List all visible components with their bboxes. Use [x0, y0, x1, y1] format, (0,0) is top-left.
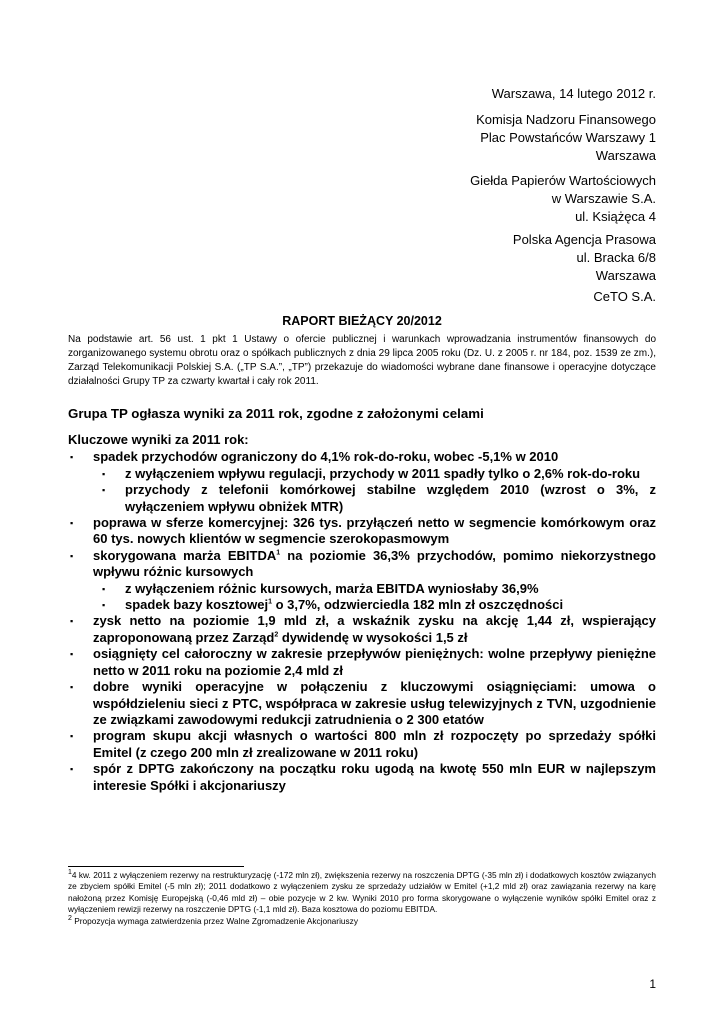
- list-item: [68, 482, 656, 515]
- footnote-mark: 2: [68, 914, 72, 922]
- footnote-divider: [68, 866, 244, 867]
- footnote-ref: 1: [268, 598, 272, 606]
- recipient-line: Warszawa: [595, 148, 656, 163]
- footnote-2: [68, 916, 656, 927]
- bullet-marker: ▪: [102, 485, 106, 496]
- bullet-marker: ▪: [70, 649, 74, 660]
- list-item: [68, 679, 656, 728]
- list-item-text: o 3,7%, odzwierciedla 182 mln zł oszczędności: [271, 597, 564, 613]
- list-item-text: zysk netto na poziomie 1,9 mld zł, a wskaźnik zysku na akcję 1,44 zł, wspierający zaproponowaną przez Zarząd: [93, 613, 656, 645]
- recipient-line: Giełda Papierów Wartościowych: [470, 173, 656, 188]
- footnote-mark: 1: [68, 869, 72, 877]
- list-item-text: skorygowana marża EBITDA: [93, 547, 277, 563]
- footnotes: [68, 870, 656, 927]
- footnote-ref: 2: [274, 631, 279, 639]
- list-item-text: spadek bazy kosztowej: [125, 597, 269, 613]
- intro-paragraph: Na podstawie art. 56 ust. 1 pkt 1 Ustawy o ofercie publicznej i warunkach wprowadzania instrumentów finansowych do zorganizowanego systemu obrotu oraz o spółkach publicznych z dnia 29 lipca 2005 roku (Dz. U. z 2005 r. nr 184, poz. 1539 ze zm.), Zarząd Telekomunikacji Polskiej S.A. („TP S.A.”, „TP”) przekazuje do wiadomości wybrane dane finansowe i operacyjne dotyczące działalności Grupy TP za czwarty kwartał i cały rok 2011.: [68, 334, 656, 387]
- list-item: [68, 581, 656, 597]
- list-item-text: przychody z telefonii komórkowej stabilne względem 2010 (wzrost o 3%, z wyłączeniem wpływu obniżek MTR): [125, 482, 656, 514]
- bullet-marker: ▪: [70, 452, 74, 463]
- recipient-knf: [336, 111, 656, 165]
- page-number: 1: [649, 977, 656, 991]
- footnote-1: [68, 870, 656, 916]
- bullet-marker: ▪: [70, 731, 74, 742]
- headline: Grupa TP ogłasza wyniki za 2011 rok, zgodne z założonymi celami: [68, 406, 484, 421]
- list-item: [68, 449, 656, 465]
- bullet-marker: ▪: [102, 600, 106, 611]
- recipient-pap: [336, 231, 656, 285]
- bullet-marker: ▪: [102, 583, 106, 594]
- list-item: [68, 548, 656, 581]
- report-title: RAPORT BIEŻĄCY 20/2012: [282, 314, 442, 328]
- bullet-marker: ▪: [70, 518, 74, 529]
- list-item-text: na poziomie 36,3% przychodów, pomimo niekorzystnego wpływu różnic kursowych: [93, 547, 656, 580]
- date-line: [336, 85, 656, 103]
- recipient-line: ul. Książęca 4: [575, 209, 656, 224]
- list-item: [68, 728, 656, 761]
- results-heading: Kluczowe wyniki za 2011 rok:: [68, 432, 249, 447]
- footnote-ref: 1: [276, 549, 281, 557]
- footnote-text: Propozycja wymaga zatwierdzenia przez Walne Zgromadzenie Akcjonariuszy: [71, 915, 358, 926]
- recipient-line: Polska Agencja Prasowa: [512, 232, 656, 247]
- list-item-text: z wyłączeniem wpływu regulacji, przychody w 2011 spadły tylko o 2,6% rok-do-roku: [125, 465, 641, 481]
- bullet-marker: ▪: [70, 550, 74, 561]
- bullet-marker: ▪: [70, 616, 74, 627]
- list-item-text: program skupu akcji własnych o wartości 800 mln zł rozpoczęty po sprzedaży spółki Emitel (z czego 200 mln zł zrealizowane w 2011 roku): [93, 728, 656, 760]
- bullet-marker: ▪: [102, 468, 106, 479]
- bullet-marker: ▪: [70, 682, 74, 693]
- list-item-text: osiągnięty cel całoroczny w zakresie przepływów pieniężnych: wolne przepływy pieniężne netto w 2011 roku na poziomie 2,4 mld zł: [93, 646, 656, 678]
- key-results: [68, 432, 656, 794]
- list-item: [68, 466, 656, 482]
- list-item: [68, 613, 656, 646]
- recipient-line: w Warszawie S.A.: [551, 191, 656, 206]
- recipient-line: Plac Powstańców Warszawy 1: [480, 130, 656, 145]
- bullet-marker: ▪: [70, 764, 74, 775]
- recipient-line: CeTO S.A.: [593, 289, 656, 304]
- list-item-text: spadek przychodów ograniczony do 4,1% rok-do-roku, wobec -5,1% w 2010: [93, 449, 559, 465]
- recipient-gpw: [336, 172, 656, 226]
- list-item-text: poprawa w sferze komercyjnej: 326 tys. przyłączeń netto w segmencie komórkowym oraz 60 tys. nowych klientów w segmencie szerokopasmowym: [93, 515, 656, 547]
- recipient-line: Komisja Nadzoru Finansowego: [476, 112, 656, 127]
- list-item: [68, 761, 656, 794]
- list-item-text: z wyłączeniem różnic kursowych, marża EBITDA wyniosłaby 36,9%: [125, 580, 539, 596]
- date-text: Warszawa, 14 lutego 2012 r.: [491, 86, 656, 101]
- recipient-line: ul. Bracka 6/8: [576, 250, 656, 265]
- recipient-line: Warszawa: [595, 268, 656, 283]
- footnote-text: 4 kw. 2011 z wyłączeniem rezerwy na restrukturyzację (-172 mln zł), zwiększenia rezerwy na roszczenia DPTG (-35 mln zł) i dodatkowych kosztów związanych ze zbyciem spółki Emitel (-5 mln zł); 2011 dodatkowo z wyłączeniem zysku ze sprzedaży udziałów w Emitel (+1,2 mld zł) oraz zawiązania rezerwy na karę nałożoną przez Komisję Europejską (-0,46 mld zł) – obie pozycje w 2 kw. Wyniki 2010 pro forma skorygowane o wyłączenie wyników spółki Emitel oraz z wyłączeniem rewizji rezerwy na roszczenie DPTG (-1,1 mld zł). Baza kosztowa do poziomu EBITDA.: [68, 870, 656, 915]
- list-item-text: dywidendę w wysokości 1,5 zł: [278, 629, 468, 645]
- recipient-ceto: [336, 288, 656, 306]
- list-item-text: spór z DPTG zakończony na początku roku ugodą na kwotę 550 mln EUR w najlepszym interesie Spółki i akcjonariuszy: [93, 761, 656, 793]
- list-item: [68, 646, 656, 679]
- list-item-text: dobre wyniki operacyjne w połączeniu z kluczowymi osiągnięciami: umowa o współdzieleniu sieci z PTC, współpraca w zakresie usług telewizyjnych z TVN, uzgodnienie ze związkami zawodowymi redukcji zatrudnienia o 2 300 etatów: [93, 679, 656, 727]
- list-item: [68, 597, 656, 613]
- list-item: [68, 515, 656, 548]
